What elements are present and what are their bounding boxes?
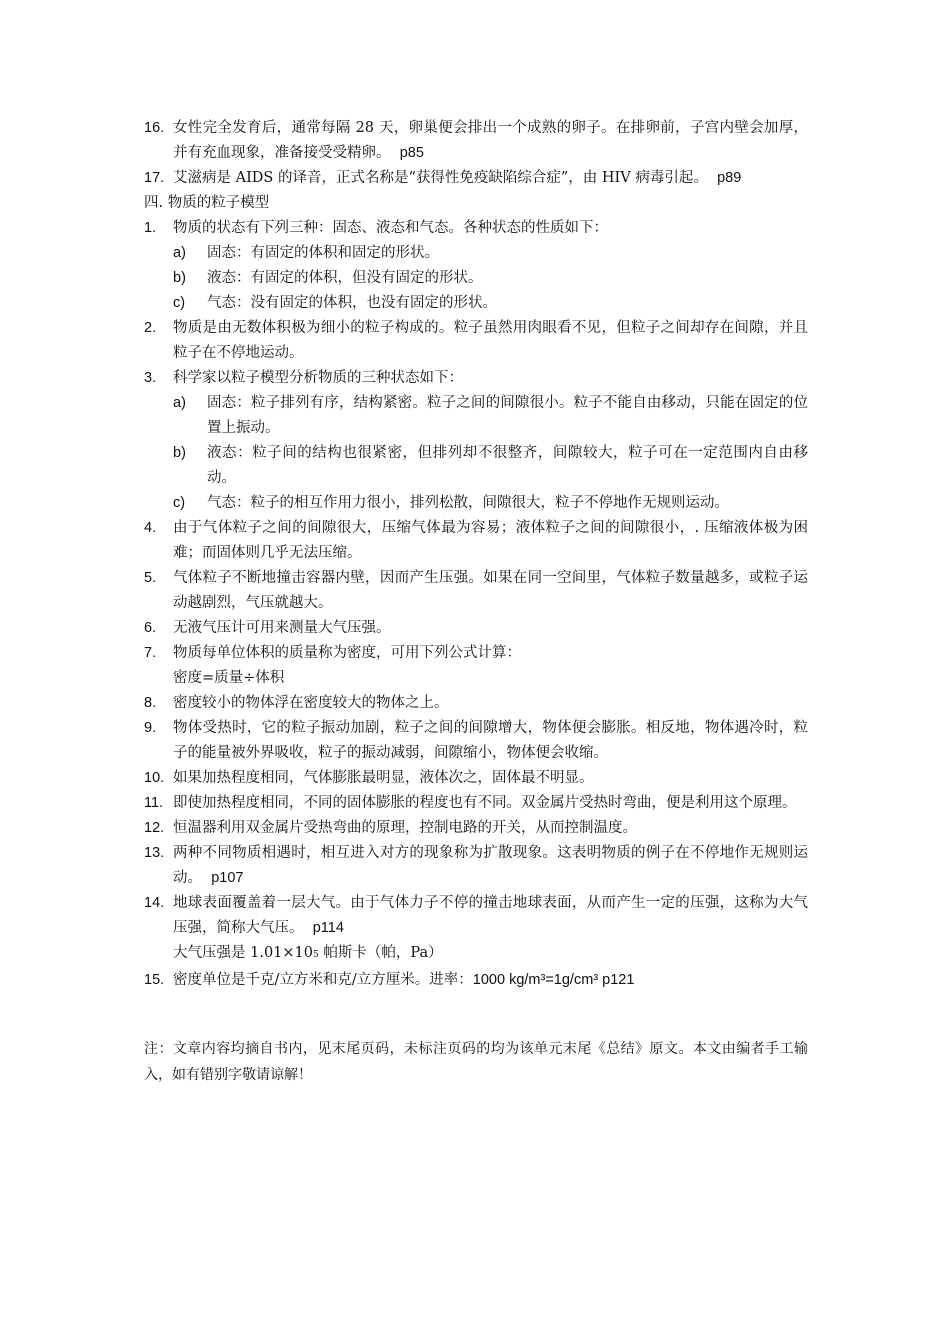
item-text: 女性完全发育后，通常每隔 28 天，卵巢便会排出一个成熟的卵子。在排卵前，子宫内壁会加厚，并有充血现象，准备接受受精卵。 p85 — [173, 120, 808, 161]
item-number: 5. — [144, 570, 157, 586]
list-item-1 — [144, 216, 808, 241]
item-number: 16. — [144, 120, 165, 136]
item-text: 物质的状态有下列三种：固态、液态和气态。各种状态的性质如下： — [173, 220, 608, 236]
sub-item-letter: c) — [173, 295, 186, 311]
item-text: 由于气体粒子之间的间隙很大，压缩气体最为容易；液体粒子之间的间隙很小，. 压缩液体极为困难；而固体则几乎无法压缩。 — [173, 520, 808, 561]
atmospheric-pressure-value: 大气压强是 1.01×105 帕斯卡（帕，Pa） — [173, 945, 443, 961]
sub-item-3a — [144, 391, 808, 441]
density-formula: 密度=质量÷体积 — [173, 670, 285, 686]
list-item-12 — [144, 816, 808, 841]
sub-item-text: 气态：没有固定的体积，也没有固定的形状。 — [207, 295, 497, 311]
list-item-15 — [144, 968, 808, 993]
item-number: 8. — [144, 695, 157, 711]
sub-item-1b — [144, 266, 808, 291]
sub-item-letter: a) — [173, 395, 186, 411]
list-item-9 — [144, 716, 808, 766]
list-item-7 — [144, 641, 808, 666]
item-number: 3. — [144, 370, 157, 386]
sub-item-1a — [144, 241, 808, 266]
sub-item-letter: a) — [173, 245, 186, 261]
section-heading — [144, 191, 808, 216]
page-ref: p114 — [312, 920, 344, 936]
sub-item-3b — [144, 441, 808, 491]
list-item-10 — [144, 766, 808, 791]
item-number: 9. — [144, 720, 157, 736]
item-number: 13. — [144, 845, 165, 861]
list-item-5 — [144, 566, 808, 616]
item-number: 7. — [144, 645, 157, 661]
item-text: 无液气压计可用来测量大气压强。 — [173, 620, 391, 636]
item-number: 2. — [144, 320, 157, 336]
item-text: 密度单位是千克/立方米和克/立方厘米。进率：1000 kg/m³=1g/cm³ p121 — [173, 972, 635, 988]
sub-item-text: 液态：粒子间的结构也很紧密，但排列却不很整齐，间隙较大，粒子可在一定范围内自由移动。 — [207, 445, 808, 486]
list-item-3 — [144, 366, 808, 391]
item-number: 6. — [144, 620, 157, 636]
item-number: 11. — [144, 795, 164, 811]
sub-item-text: 气态：粒子的相互作用力很小，排列松散，间隙很大，粒子不停地作无规则运动。 — [207, 495, 729, 511]
item-text: 即使加热程度相同，不同的固体膨胀的程度也有不同。双金属片受热时弯曲，便是利用这个原理。 — [173, 795, 797, 811]
item-number: 1. — [144, 220, 157, 236]
list-item-11 — [144, 791, 808, 816]
item-text: 物体受热时，它的粒子振动加剧，粒子之间的间隙增大，物体便会膨胀。相反地，物体遇冷时，粒子的能量被外界吸收，粒子的振动减弱，间隙缩小，物体便会收缩。 — [173, 720, 808, 761]
sub-item-letter: b) — [173, 445, 186, 461]
item-number: 14. — [144, 895, 165, 911]
sub-item-text: 液态：有固定的体积，但没有固定的形状。 — [207, 270, 483, 286]
list-item-4 — [144, 516, 808, 566]
sub-item-letter: c) — [173, 495, 186, 511]
sub-item-text: 固态：有固定的体积和固定的形状。 — [207, 245, 439, 261]
item-number: 17. — [144, 170, 165, 186]
page-ref: p107 — [211, 870, 244, 886]
page-ref: p89 — [717, 170, 742, 186]
list-item-8 — [144, 691, 808, 716]
sub-item-text: 固态：粒子排列有序，结构紧密。粒子之间的间隙很小。粒子不能自由移动，只能在固定的位置上振动。 — [207, 395, 808, 436]
sub-item-letter: b) — [173, 270, 186, 286]
sub-item-3c — [144, 491, 808, 516]
list-item-2 — [144, 316, 808, 366]
item-text: 科学家以粒子模型分析物质的三种状态如下： — [173, 370, 463, 386]
item-number: 15. — [144, 972, 165, 988]
item-text: 物质每单位体积的质量称为密度，可用下列公式计算： — [173, 645, 521, 661]
item-text: 地球表面覆盖着一层大气。由于气体力子不停的撞击地球表面，从而产生一定的压强，这称为大气压强，简称大气压。 p114 — [173, 895, 808, 936]
item-text: 恒温器利用双金属片受热弯曲的原理，控制电路的开关，从而控制温度。 — [173, 820, 637, 836]
item-number: 4. — [144, 520, 157, 536]
item-text: 艾滋病是 AIDS 的译音，正式名称是“获得性免疫缺陷综合症”，由 HIV 病毒引起。 p89 — [173, 170, 742, 186]
list-item-6 — [144, 616, 808, 641]
footnote: 注：文章内容均摘自书内，见末尾页码，未标注页码的均为该单元末尾《总结》原文。本文由编者手工输入，如有错别字敬请谅解！ — [144, 1041, 808, 1083]
unit-conversion: 1000 kg/m³=1g/cm³ p121 — [472, 972, 635, 988]
list-item-16 — [144, 116, 808, 166]
section-title: 四. 物质的粒子模型 — [144, 195, 270, 211]
item-text: 物质是由无数体积极为细小的粒子构成的。粒子虽然用肉眼看不见，但粒子之间却存在间隙，并且粒子在不停地运动。 — [173, 320, 808, 361]
item-text: 密度较小的物体浮在密度较大的物体之上。 — [173, 695, 449, 711]
list-item-13 — [144, 841, 808, 891]
item-number: 12. — [144, 820, 165, 836]
item-text: 两种不同物质相遇时，相互进入对方的现象称为扩散现象。这表明物质的例子在不停地作无规则运动。 p107 — [173, 845, 808, 886]
item-text: 如果加热程度相同，气体膨胀最明显，液体次之，固体最不明显。 — [173, 770, 594, 786]
list-item-17 — [144, 166, 808, 191]
sub-item-1c — [144, 291, 808, 316]
item-number: 10. — [144, 770, 165, 786]
item-text: 气体粒子不断地撞击容器内壁，因而产生压强。如果在同一空间里，气体粒子数量越多，或粒子运动越剧烈，气压就越大。 — [173, 570, 808, 611]
list-item-14 — [144, 891, 808, 941]
document-body — [144, 116, 808, 993]
page-ref: p85 — [399, 145, 424, 161]
